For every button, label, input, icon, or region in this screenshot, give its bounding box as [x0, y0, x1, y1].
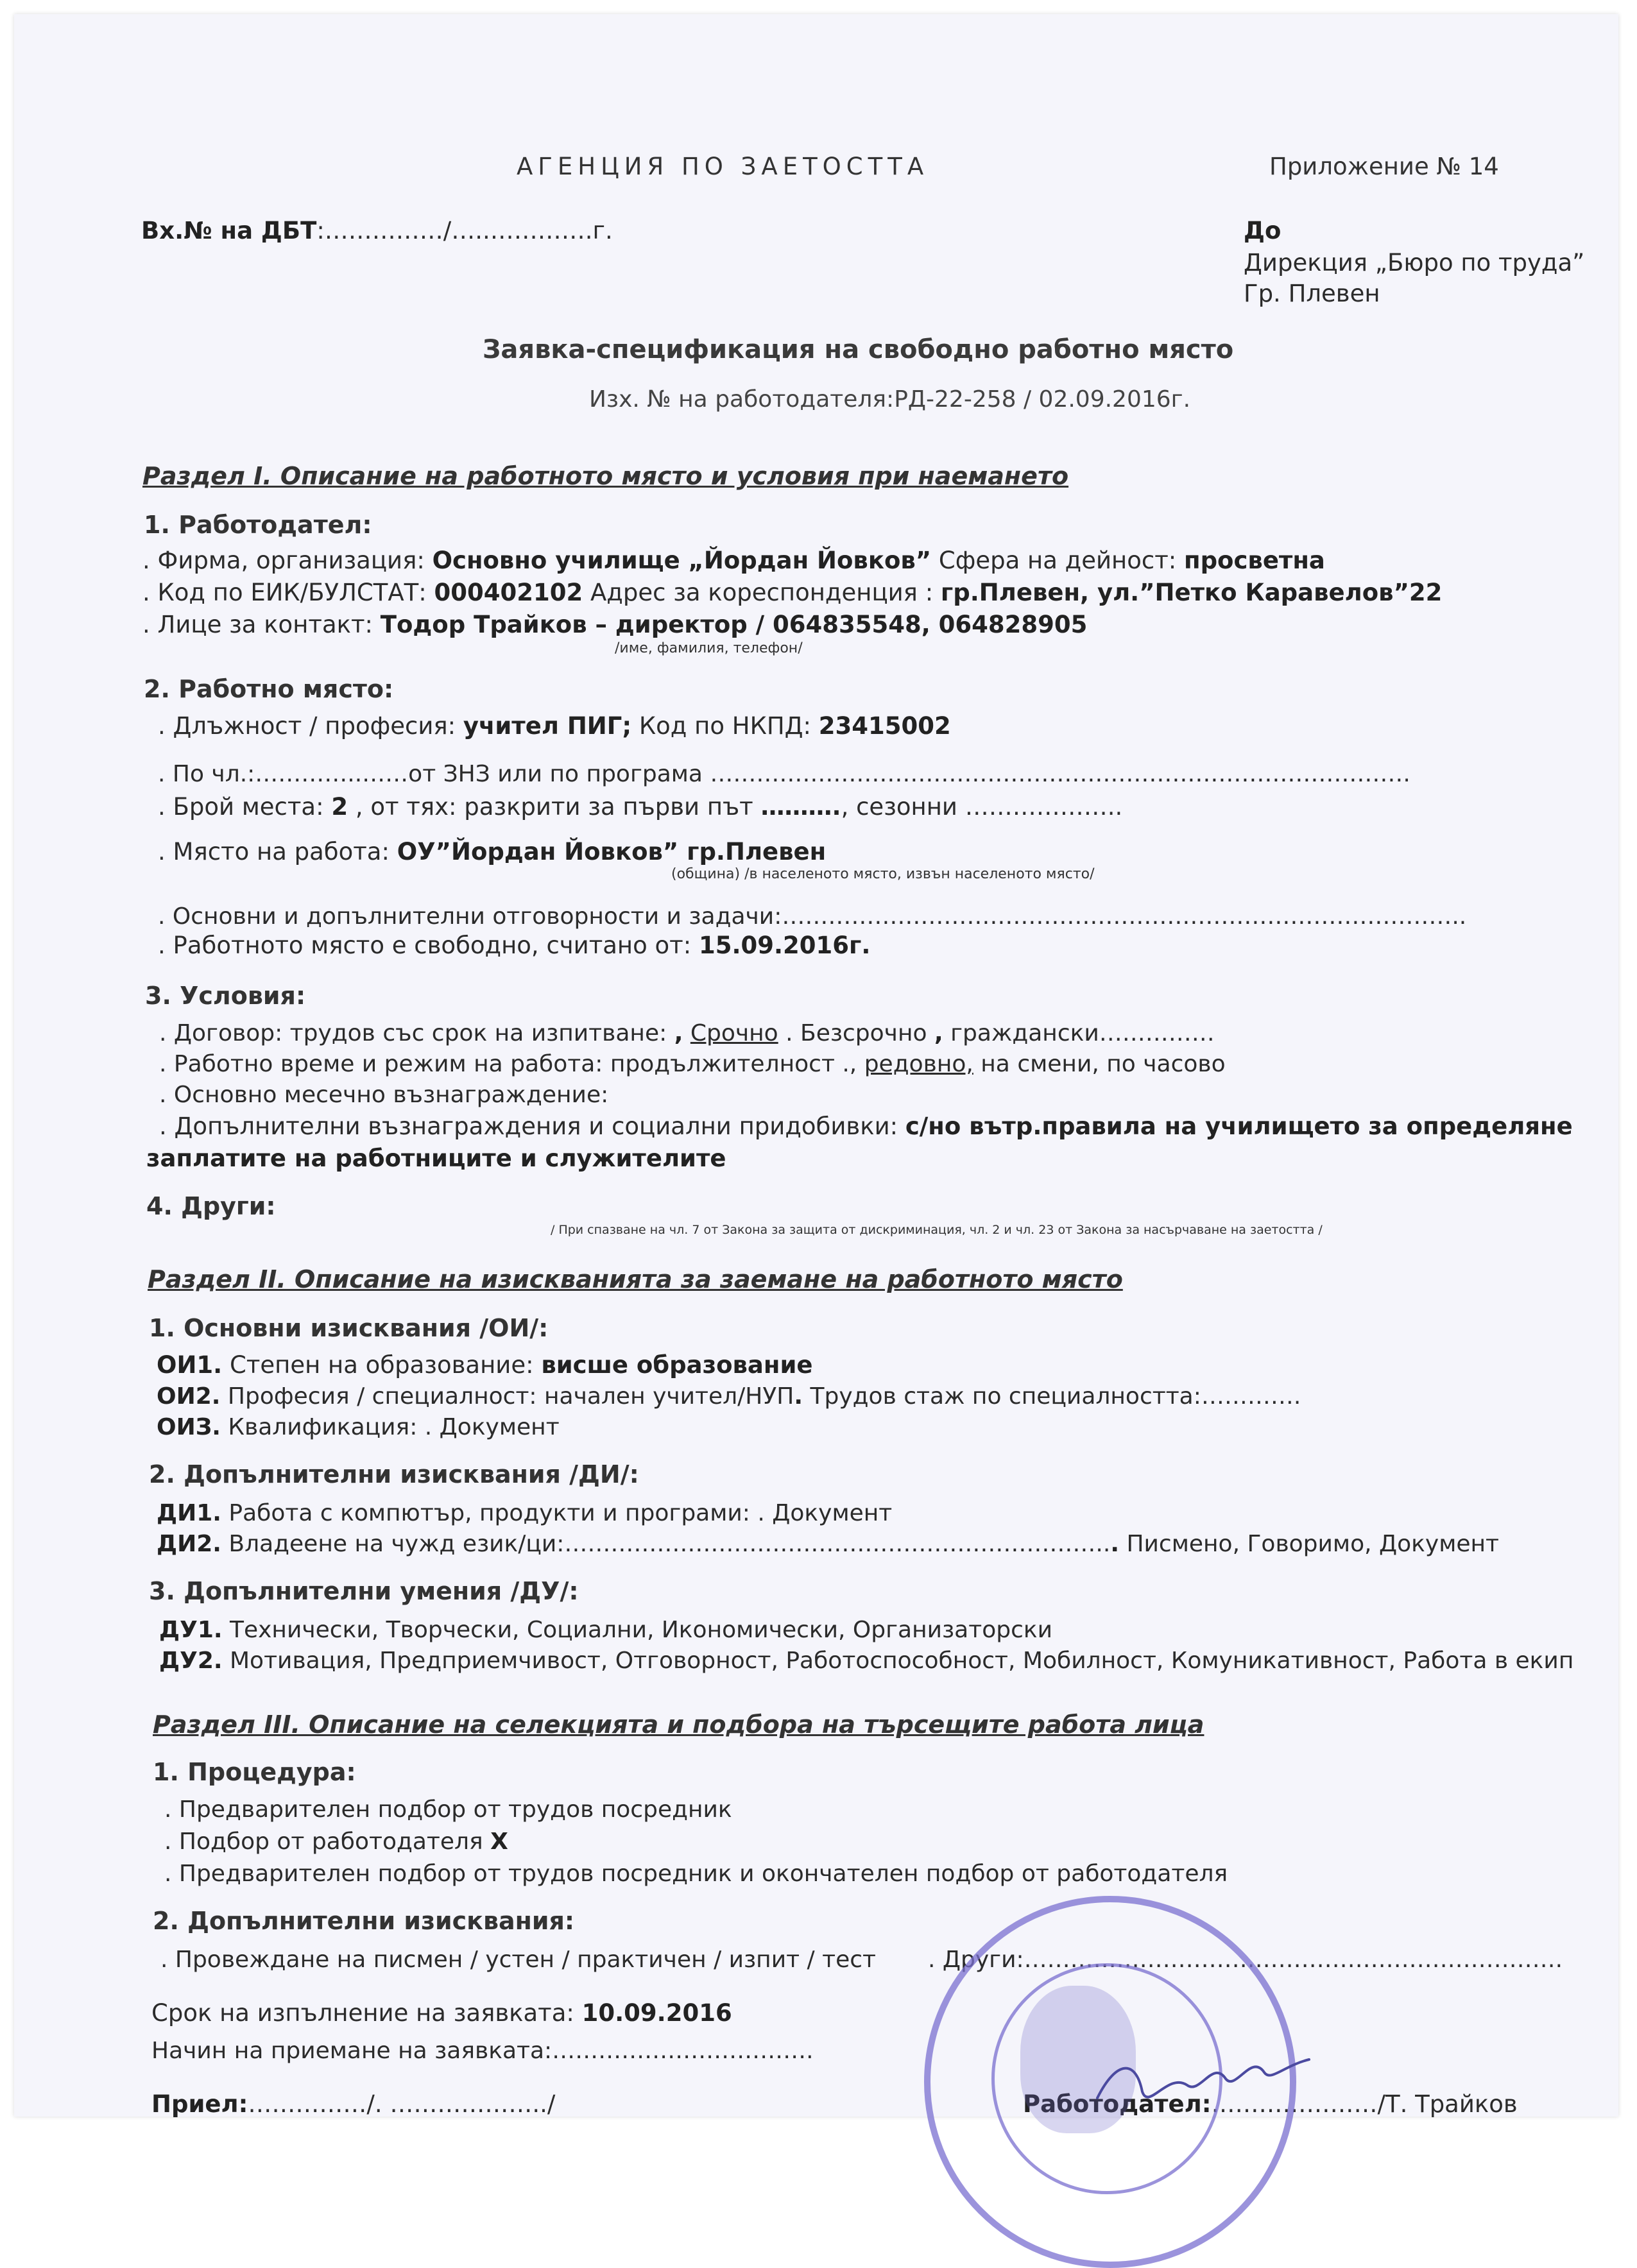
firm-line: . Фирма, организация: Основно училище „Йордан Йовков” Сфера на дейност: просветна	[142, 547, 1325, 574]
education-value: висше образование	[541, 1351, 813, 1379]
extra-requirements-heading: 2. Допълнителни изисквания /ДИ/:	[149, 1460, 639, 1488]
oi3-line: ОИЗ. Квалификация: . Документ	[157, 1414, 560, 1440]
recipient-line1: Дирекция „Бюро по труда”	[1244, 249, 1585, 277]
bonus-value-continued: заплатите на работниците и служителите	[146, 1145, 726, 1172]
contract-line: . Договор: трудов със срок на изпитване: , Срочно . Безсрочно , граждански……………	[159, 1020, 1215, 1046]
incoming-value: :……………/…..………….г.	[316, 217, 613, 244]
du2-line: ДУ2. Мотивация, Предприемчивост, Отговорност, Работоспособност, Мобилност, Комуникативност, Работа в екип	[159, 1648, 1574, 1674]
places-line: . Брой места: 2 , от тях: разкрити за първи път ………., сезонни ………………..	[158, 793, 1123, 821]
acceptance-line: Начин на приемане на заявката:…………………………….	[151, 2038, 814, 2064]
employer-heading: 1. Работодател:	[144, 511, 372, 539]
other-heading: 4. Други:	[146, 1192, 276, 1220]
di2-line: ДИ2. Владеене на чужд език/ци:……………………………………………………………... Писмено, Говоримо, Документ	[157, 1531, 1500, 1557]
exam-line: . Провеждане на писмен / устен / практичен / изпит / тест	[160, 1947, 876, 1973]
appendix-number: Приложение № 14	[1269, 153, 1499, 180]
position-value: учител ПИГ;	[463, 712, 632, 740]
worktime-line: . Работно време и режим на работа: продължителност ., редовно, на смени, по часово	[159, 1051, 1226, 1077]
procedure-option-3: . Предварителен подбор от трудов посредник и окончателен подбор от работодателя	[164, 1861, 1228, 1887]
workplace-heading: 2. Работно място:	[144, 675, 394, 703]
bonus-value: с/но вътр.правила на училището за определяне	[905, 1113, 1573, 1140]
eik-value: 000402102	[434, 579, 583, 606]
program-line: . По чл.:…………..……от ЗНЗ или по програма ……………………………………………………………………………….	[158, 761, 1410, 787]
basic-requirements-heading: 1. Основни изисквания /ОИ/:	[149, 1314, 549, 1342]
document-title: Заявка-спецификация на свободно работно място	[483, 335, 1234, 364]
skills-heading: 3. Допълнителни умения /ДУ/:	[149, 1577, 579, 1605]
location-value: ОУ”Йордан Йовков” гр.Плевен	[397, 838, 827, 865]
conditions-heading: 3. Условия:	[145, 982, 306, 1010]
selected-mark: X	[490, 1829, 508, 1855]
received-line: Приел:……………/. ………………../	[151, 2090, 556, 2118]
contact-line: . Лице за контакт: Тодор Трайков – директор / 064835548, 064828905	[142, 611, 1088, 638]
incoming-label: Вх.№ на ДБТ	[141, 217, 317, 244]
free-from-line: . Работното място е свободно, считано от: 15.09.2016г.	[158, 932, 871, 959]
deadline-line: Срок на изпълнение на заявката: 10.09.2016	[151, 1999, 732, 2027]
contact-hint: /име, фамилия, телефон/	[615, 640, 803, 656]
bonus-line: . Допълнителни възнаграждения и социални придобивки: с/но вътр.правила на училището за определяне	[159, 1113, 1573, 1140]
di1-line: ДИ1. Работа с компютър, продукти и програми: . Документ	[157, 1500, 893, 1526]
address-value: гр.Плевен, ул.”Петко Каравелов”22	[940, 579, 1443, 606]
section1-title: Раздел I. Описание на работното място и условия при наемането	[142, 462, 1069, 490]
eik-line: . Код по ЕИК/БУЛСТАТ: 000402102 Адрес за кореспонденция : гр.Плевен, ул.”Петко Каравелов”22	[142, 579, 1443, 606]
procedure-heading: 1. Процедура:	[153, 1758, 356, 1786]
du1-line: ДУ1. Технически, Творчески, Социални, Икономически, Организаторски	[159, 1617, 1053, 1643]
nkpd-value: 23415002	[818, 712, 951, 740]
employer-signature-line: Работодател:…………………/Т. Трайков	[1023, 2090, 1518, 2118]
worktime-regular: редовно,	[864, 1051, 973, 1077]
duties-line: . Основни и допълнителни отговорности и задачи:……………………………………………………………………………..	[158, 903, 1467, 930]
salary-line: . Основно месечно възнаграждение:	[159, 1082, 609, 1108]
recipient-line2: Гр. Плевен	[1244, 280, 1380, 307]
position-line: . Длъжност / професия: учител ПИГ; Код по НКПД: 23415002	[158, 712, 951, 740]
outgoing-number: Изх. № на работодателя:РД-22-258 / 02.09.2016г.	[589, 386, 1191, 413]
contract-urgent: Срочно	[690, 1020, 778, 1046]
location-line: . Място на работа: ОУ”Йордан Йовков” гр.Плевен	[158, 838, 827, 865]
section2-title: Раздел II. Описание на изискванията за заемане на работното място	[148, 1265, 1123, 1293]
handwritten-signature	[1091, 2047, 1322, 2117]
deadline-date: 10.09.2016	[581, 1999, 732, 2027]
section3-title: Раздел III. Описание на селекцията и подбора на търсещите работа лица	[153, 1710, 1204, 1739]
section3-extra-heading: 2. Допълнителни изисквания:	[153, 1907, 575, 1935]
sphere-value: просветна	[1184, 547, 1325, 574]
contact-value: Тодор Трайков – директор / 064835548, 064828905	[380, 611, 1088, 638]
agency-name: АГЕНЦИЯ ПО ЗАЕТОСТТА	[517, 153, 929, 180]
firm-name: Основно училище „Йордан Йовков”	[432, 547, 932, 574]
free-from-date: 15.09.2016г.	[698, 932, 871, 959]
incoming-number	[141, 217, 613, 244]
law-note: / При спазване на чл. 7 от Закона за защита от дискриминация, чл. 2 и чл. 23 от Закона за насърчаване на заетостта /	[551, 1223, 1323, 1237]
recipient-to: До	[1244, 217, 1281, 244]
procedure-option-2: . Подбор от работодателя X	[164, 1829, 508, 1855]
oi2-line: ОИ2. Професия / специалност: начален учител/НУП. Трудов стаж по специалността:………….	[157, 1383, 1301, 1410]
places-value: 2	[331, 793, 348, 821]
oi1-line: ОИ1. Степен на образование: висше образование	[157, 1351, 813, 1379]
location-hint: (община) /в населеното място, извън населеното място/	[671, 866, 1095, 882]
other-requirements-line: . Други:…………………………………………………………….	[928, 1947, 1563, 1973]
procedure-option-1: . Предварителен подбор от трудов посредник	[164, 1796, 732, 1823]
